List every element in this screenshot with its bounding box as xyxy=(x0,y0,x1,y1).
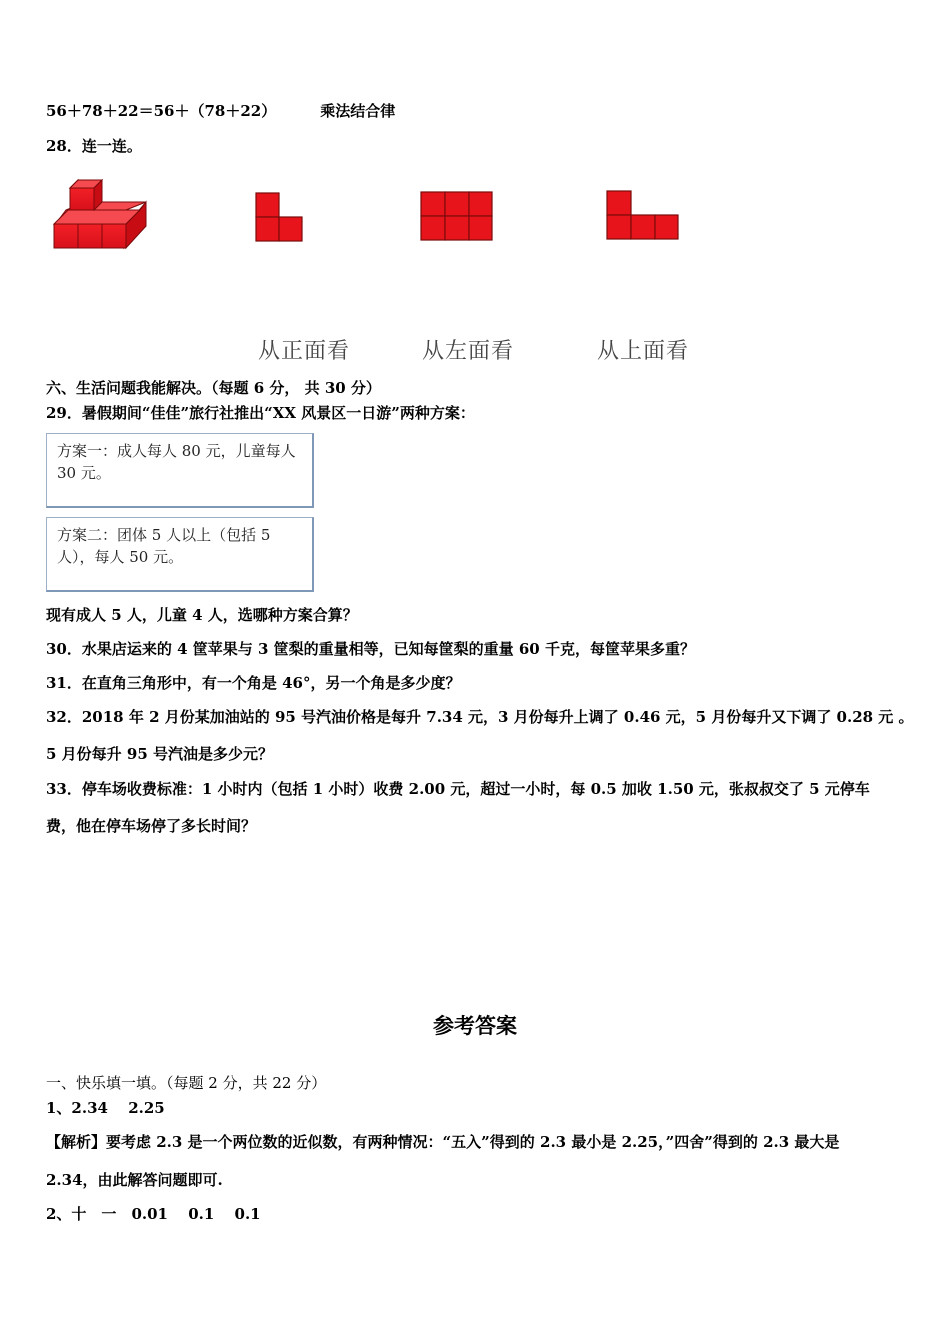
view-shape-l-small xyxy=(256,193,302,241)
view-shape-grid xyxy=(421,192,492,240)
question-30: 30．水果店运来的 4 筐苹果与 3 筐梨的重量相等，已知每筐梨的重量 60 千克，每筐苹果多重？ xyxy=(46,640,695,658)
equation-text: 56＋78＋22＝56＋（78＋22） xyxy=(46,102,277,120)
plan-two-box xyxy=(46,517,314,592)
answer-1-explanation-line2: 2.34，由此解答问题即可. xyxy=(46,1171,223,1189)
answer-1: 1、2.34 2.25 xyxy=(46,1099,165,1117)
cube-figures xyxy=(0,0,950,380)
question-33-line2: 费，他在停车场停了多长时间？ xyxy=(46,817,257,835)
answer-2: 2、十 一 0.01 0.1 0.1 xyxy=(46,1205,261,1223)
question-28: 28．连一连。 xyxy=(46,137,142,155)
question-33-line1: 33．停车场收费标准：1 小时内（包括 1 小时）收费 2.00 元，超过一小时，每 0.5 加收 1.50 元，张叔叔交了 5 元停车 xyxy=(46,780,870,798)
label-top-view: 从上面看 xyxy=(597,339,690,364)
plan-two-text: 方案二：团体 5 人以上（包括 5 人），每人 50 元。 xyxy=(57,526,271,566)
law-label: 乘法结合律 xyxy=(320,102,396,120)
question-31: 31．在直角三角形中，有一个角是 46°，另一个角是多少度？ xyxy=(46,674,461,692)
label-left-view: 从左面看 xyxy=(422,339,515,364)
answers-section-1: 一、快乐填一填。（每题 2 分，共 22 分） xyxy=(46,1074,327,1092)
plan-one-box xyxy=(46,433,314,508)
section-6-heading: 六、生活问题我能解决。（每题 6 分， 共 30 分） xyxy=(46,379,381,397)
plan-one-text: 方案一：成人每人 80 元，儿童每人 30 元。 xyxy=(57,442,296,482)
label-front-view: 从正面看 xyxy=(258,339,351,364)
answer-1-explanation-line1: 【解析】要考虑 2.3 是一个两位数的近似数，有两种情况：“五入”得到的 2.3 最小是 2.25，”四舍”得到的 2.3 最大是 xyxy=(46,1133,840,1151)
question-29-prompt: 现有成人 5 人，儿童 4 人，选哪种方案合算？ xyxy=(46,606,358,624)
view-shape-l-long xyxy=(607,191,678,239)
question-32-line2: 5 月份每升 95 号汽油是多少元？ xyxy=(46,745,273,763)
question-32-line1: 32．2018 年 2 月份某加油站的 95 号汽油价格是每升 7.34 元，3 月份每升上调了 0.46 元，5 月份每升又下调了 0.28 元 。 xyxy=(46,708,914,726)
answers-title: 参考答案 xyxy=(433,1014,517,1038)
question-29: 29．暑假期间“佳佳”旅行社推出“XX 风景区一日游”两种方案： xyxy=(46,404,475,422)
cube-stack-3d xyxy=(54,180,146,248)
